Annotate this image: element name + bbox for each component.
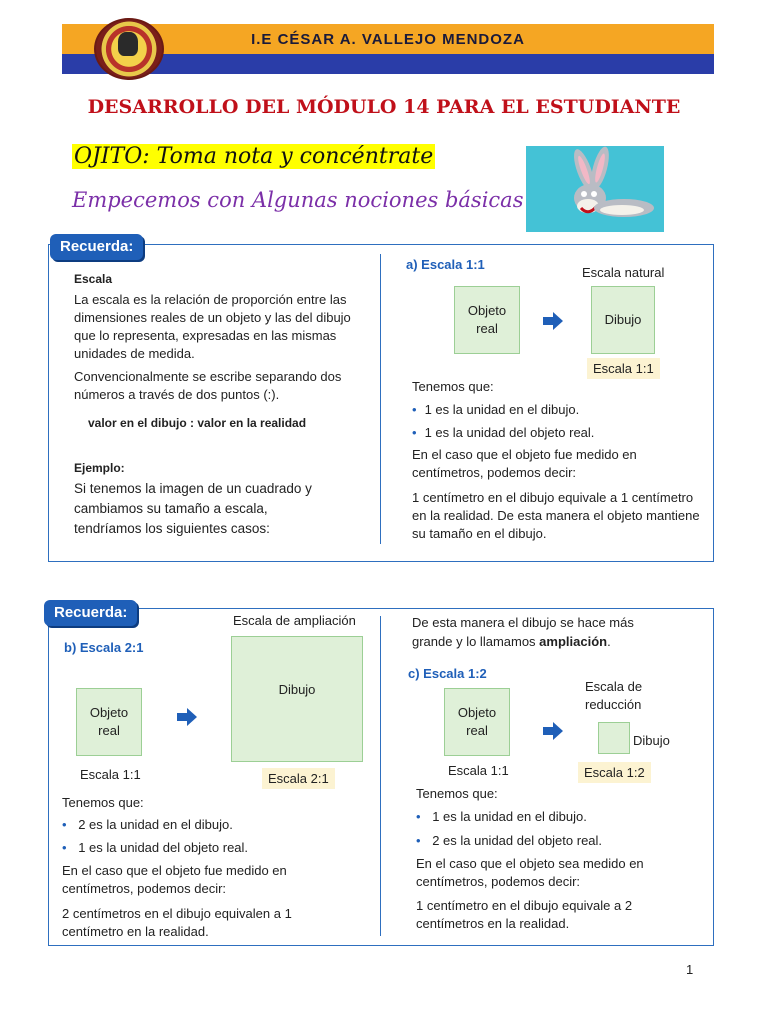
bunny-illustration	[526, 146, 664, 232]
definition-line: dimensiones reales de un objeto y las del dibujo	[74, 310, 351, 325]
scale-formula: valor en el dibujo : valor en la realidad	[88, 416, 307, 430]
recuerda-badge-2: Recuerda:	[44, 600, 137, 626]
dibujo-box-large	[231, 636, 363, 762]
example-line: tendríamos los siguientes casos:	[74, 521, 270, 536]
escala-tag: Escala 2:1	[262, 768, 335, 789]
case-text-line: centímetros, podemos decir:	[416, 874, 581, 889]
ejemplo-heading: Ejemplo:	[74, 461, 125, 475]
bullet-icon: •	[416, 833, 421, 848]
arrow-right-icon	[177, 708, 197, 726]
panel-1-divider	[380, 254, 381, 544]
bullet-text: 1 es la unidad en el dibujo.	[424, 402, 580, 417]
text-span: .	[607, 634, 611, 649]
case-text-line: En el caso que el objeto fue medido en	[412, 447, 637, 462]
conclusion-line: en la realidad. De esta manera el objeto mantiene	[412, 508, 700, 523]
bullet-text: 2 es la unidad del objeto real.	[432, 833, 603, 848]
box-label: real	[476, 321, 498, 336]
tenemos-que: Tenemos que:	[62, 795, 144, 810]
box-label: Dibujo	[278, 682, 316, 697]
panel-2-divider	[380, 616, 381, 936]
conclusion-line: 1 centímetro en el dibujo equivale a 1 centímetro	[412, 490, 694, 505]
definition-line: La escala es la relación de proporción entre las	[74, 292, 347, 307]
escala-obj-label: Escala 1:1	[80, 767, 141, 782]
bullet-text: 1 es la unidad del objeto real.	[424, 425, 595, 440]
school-name: I.E CÉSAR A. VALLEJO MENDOZA	[251, 31, 525, 48]
case-text-line: centímetros, podemos decir:	[412, 465, 577, 480]
text-span: grande y lo llamamos	[412, 634, 540, 649]
escala-tag: Escala 1:1	[587, 358, 660, 379]
ampliacion-text-line	[412, 633, 611, 651]
escala-tag: Escala 1:2	[578, 762, 651, 783]
conclusion-line: 2 centímetros en el dibujo equivalen a 1	[62, 906, 292, 921]
bullet-item	[416, 832, 602, 850]
box-label: Objeto	[457, 705, 497, 720]
definition-line: unidades de medida.	[74, 346, 195, 361]
box-label: real	[466, 723, 488, 738]
objeto-real-box	[444, 688, 510, 756]
bullet-icon: •	[412, 425, 417, 440]
example-line: Si tenemos la imagen de un cuadrado y	[74, 481, 312, 496]
bullet-icon: •	[416, 809, 421, 824]
escala-heading: Escala	[74, 272, 113, 286]
bullet-item	[412, 424, 594, 442]
convention-line: números a través de dos puntos (:).	[74, 387, 280, 402]
tenemos-que: Tenemos que:	[416, 786, 498, 801]
box-label: real	[98, 723, 120, 738]
conclusion-line: su tamaño en el dibujo.	[412, 526, 547, 541]
bullet-icon: •	[412, 402, 417, 417]
escala-ampliacion-label: Escala de ampliación	[233, 613, 356, 628]
bullet-item	[416, 808, 587, 826]
tenemos-que: Tenemos que:	[412, 379, 494, 394]
conclusion-line: centímetros en la realidad.	[416, 916, 570, 931]
bullet-text: 1 es la unidad del objeto real.	[78, 840, 249, 855]
bullet-item	[62, 839, 248, 857]
case-c-label: c) Escala 1:2	[408, 666, 487, 681]
objeto-real-box	[454, 286, 520, 354]
objeto-real-box	[76, 688, 142, 756]
bullet-text: 2 es la unidad en el dibujo.	[78, 817, 233, 832]
arrow-right-icon	[543, 722, 563, 740]
escala-obj-label: Escala 1:1	[448, 763, 509, 778]
example-line: cambiamos su tamaño a escala,	[74, 501, 268, 516]
box-label: Objeto	[467, 303, 507, 318]
conclusion-line: centímetro en la realidad.	[62, 924, 209, 939]
escala-natural-label: Escala natural	[582, 265, 665, 280]
crest-figure	[118, 32, 138, 56]
dibujo-box: Dibujo	[591, 286, 655, 354]
case-text-line: centímetros, podemos decir:	[62, 881, 227, 896]
case-text-line: En el caso que el objeto sea medido en	[416, 856, 644, 871]
page-title: DESARROLLO DEL MÓDULO 14 PARA EL ESTUDIANTE	[87, 96, 681, 118]
recuerda-badge-1: Recuerda:	[50, 234, 143, 260]
bullet-icon: •	[62, 817, 67, 832]
convention-line: Convencionalmente se escribe separando dos	[74, 369, 342, 384]
ojito-note: OJITO: Toma nota y concéntrate	[74, 144, 434, 169]
bullet-icon: •	[62, 840, 67, 855]
case-b-label: b) Escala 2:1	[64, 640, 144, 655]
case-text-line: En el caso que el objeto fue medido en	[62, 863, 287, 878]
arrow-right-icon	[543, 312, 563, 330]
ampliacion-bold: ampliación	[539, 634, 608, 649]
escala-reduccion-label: reducción	[585, 697, 642, 712]
bullet-item	[412, 401, 579, 419]
dibujo-label: Dibujo	[633, 733, 670, 748]
bullet-text: 1 es la unidad en el dibujo.	[432, 809, 587, 824]
page-number: 1	[686, 962, 694, 977]
bullet-item	[62, 816, 233, 834]
definition-line: que lo representa, expresadas en las mismas	[74, 328, 337, 343]
box-label: Objeto	[89, 705, 129, 720]
dibujo-box-small	[598, 722, 630, 754]
ampliacion-text-line: De esta manera el dibujo se hace más	[412, 615, 634, 630]
escala-reduccion-label: Escala de	[585, 679, 643, 694]
subtitle: Empecemos con Algunas nociones básicas	[72, 188, 524, 212]
case-a-label: a) Escala 1:1	[406, 257, 485, 272]
conclusion-line: 1 centímetro en el dibujo equivale a 2	[416, 898, 633, 913]
